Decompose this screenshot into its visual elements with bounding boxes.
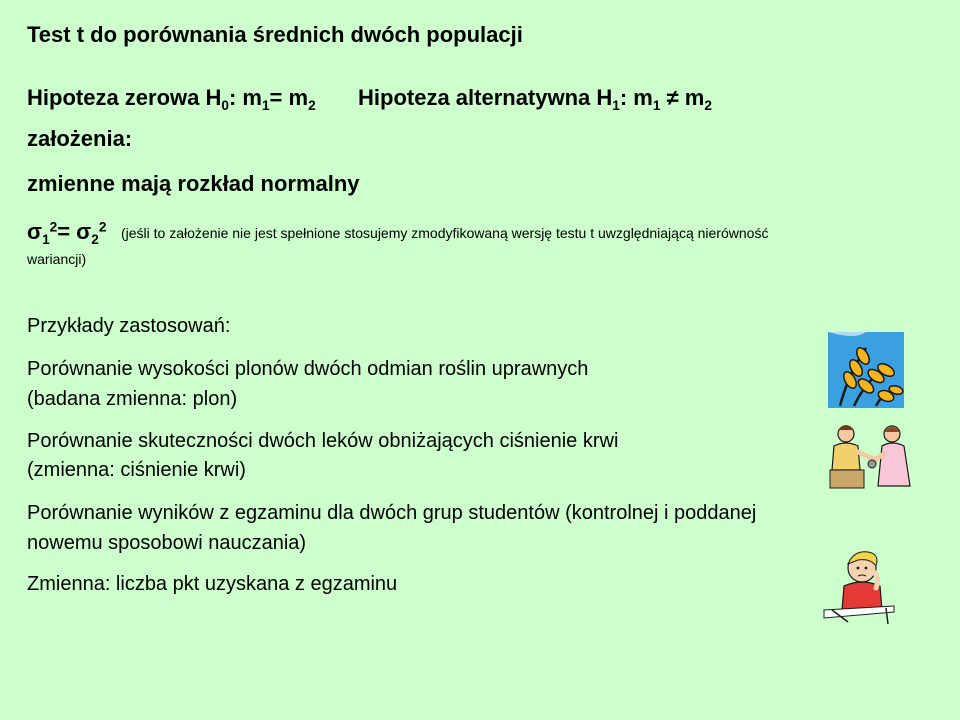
example-crops-line1: Porównanie wysokości plonów dwóch odmian roślin uprawnych	[27, 358, 589, 380]
page-title: Test t do porównania średnich dwóch populacji	[27, 22, 523, 47]
example-crops-line2: (badana zmienna: plon)	[27, 388, 238, 410]
normality-assumption: zmienne mają rozkład normalny	[27, 171, 360, 196]
example-students-line1: Porównanie wyników z egzaminu dla dwóch grup studentów (kontrolnej i poddanej	[27, 502, 757, 524]
null-hypothesis: Hipoteza zerowa $H_0$: $m_1= m_2$	[27, 85, 316, 113]
example-drugs-line2: (zmienna: ciśnienie krwi)	[27, 459, 246, 481]
variance-note-line2: wariancji)	[27, 251, 87, 267]
assumptions-label: założenia:	[27, 126, 133, 151]
wheat-icon	[826, 330, 906, 410]
alternative-hypothesis: Hipoteza alternatywna $H_1$: $m_1 \ne m_2$	[358, 85, 712, 113]
blood-pressure-icon	[826, 420, 916, 490]
example-exam-variable: Zmienna: liczba pkt uzyskana z egzaminu	[27, 573, 398, 595]
variance-assumption: $\sigma_1^2= \sigma_2^2$	[27, 219, 107, 247]
example-students-line2: nowemu sposobowi nauczania)	[27, 532, 307, 554]
student-thinking-icon	[818, 548, 900, 626]
example-drugs-line1: Porównanie skuteczności dwóch leków obniżających ciśnienie krwi	[27, 430, 619, 452]
variance-note-line1: (jeśli to założenie nie jest spełnione stosujemy zmodyfikowaną wersję testu t uwzględniającą nierówność	[121, 225, 769, 241]
examples-heading: Przykłady zastosowań:	[27, 315, 231, 337]
